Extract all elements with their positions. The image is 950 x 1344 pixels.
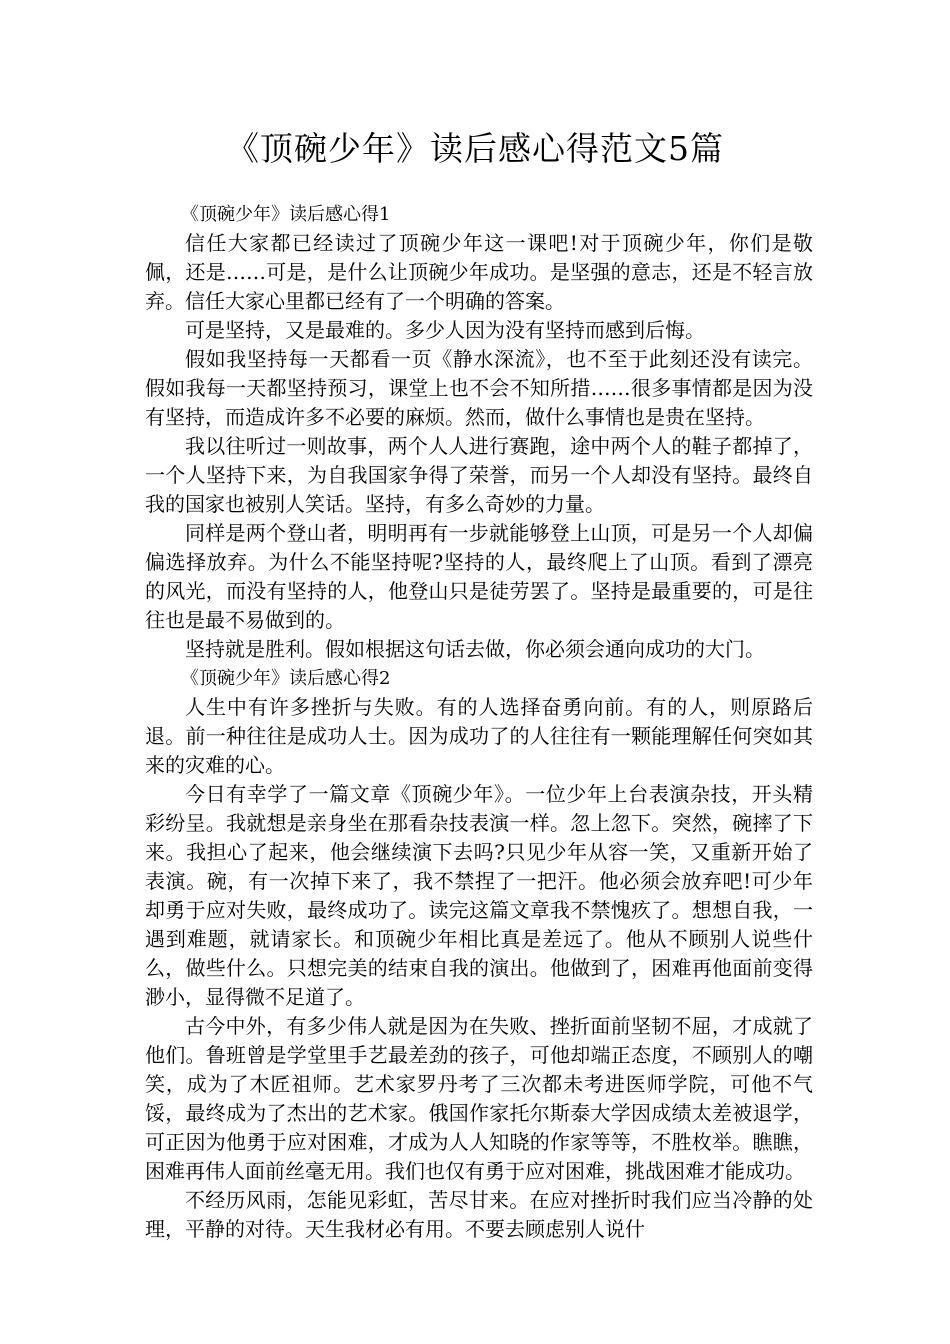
paragraph: 不经历风雨，怎能见彩虹，苦尽甘来。在应对挫折时我们应当冷静的处理，平静的对待。天生我材必有用。不要去顾虑别人说什 — [145, 1188, 813, 1241]
paragraph: 人生中有许多挫折与失败。有的人选择奋勇向前。有的人，则原路后退。前一种往往是成功人士。因为成功了的人往往有一颗能理解任何突如其来的灾难的心。 — [145, 695, 813, 777]
paragraph: 今日有幸学了一篇文章《顶碗少年》。一位少年上台表演杂技，开头精彩纷呈。我就想是亲身坐在那看杂技表演一样。忽上忽下。突然，碗摔了下来。我担心了起来，他会继续演下去吗?只见少年从容一笑，又重新开始了表演。碗，有一次掉下来了，我不禁捏了一把汗。他必须会放弃吧!可少年却勇于应对失败，最终成功了。读完这篇文章我不禁愧疚了。想想自我，一遇到难题，就请家长。和顶碗少年相比真是差远了。他从不顾别人说些什么，做些什么。只想完美的结束自我的演出。他做到了，困难再他面前变得渺小，显得微不足道了。 — [145, 782, 813, 1009]
paragraph: 我以往听过一则故事，两个人人进行赛跑，途中两个人的鞋子都掉了，一个人坚持下来，为自我国家争得了荣誉，而另一个人却没有坚持。最终自我的国家也被别人笑话。坚持，有多么奇妙的力量。 — [145, 434, 813, 516]
paragraph: 同样是两个登山者，明明再有一步就能够登上山顶，可是另一个人却偏偏选择放弃。为什么不能坚持呢?坚持的人，最终爬上了山顶。看到了漂亮的风光，而没有坚持的人，他登山只是徒劳罢了。坚持是最重要的，可是往往也是最不易做到的。 — [145, 521, 813, 632]
section-heading-1: 《顶碗少年》读后感心得1 — [181, 204, 391, 225]
paragraph: 信任大家都已经读过了顶碗少年这一课吧!对于顶碗少年，你们是敬佩，还是……可是，是什么让顶碗少年成功。是坚强的意志，还是不轻言放弃。信任大家心里都已经有了一个明确的答案。 — [145, 231, 813, 313]
paragraph: 古今中外，有多少伟人就是因为在失败、挫折面前坚韧不屈，才成就了他们。鲁班曾是学堂里手艺最差劲的孩子，可他却端正态度，不顾别人的嘲笑，成为了木匠祖师。艺术家罗丹考了三次都未考进医师学院，可他不气馁，最终成为了杰出的艺术家。俄国作家托尔斯泰大学因成绩太差被退学，可正因为他勇于应对困难，才成为人人知晓的作家等等，不胜枚举。瞧瞧，困难再伟人面前丝毫无用。我们也仅有勇于应对困难，挑战困难才能成功。 — [145, 1014, 813, 1183]
paragraph: 假如我坚持每一天都看一页《静水深流》，也不至于此刻还没有读完。假如我每一天都坚持预习，课堂上也不会不知所措……很多事情都是因为没有坚持，而造成许多不必要的麻烦。然而，做什么事情也是贵在坚持。 — [145, 347, 813, 429]
section-heading-2: 《顶碗少年》读后感心得2 — [181, 668, 391, 689]
page-title: 《顶碗少年》读后感心得范文5篇 — [226, 129, 724, 168]
paragraph: 可是坚持，又是最难的。多少人因为没有坚持而感到后悔。 — [185, 318, 705, 342]
paragraph: 坚持就是胜利。假如根据这句话去做，你必须会通向成功的大门。 — [185, 637, 765, 661]
document-body — [145, 200, 813, 1244]
